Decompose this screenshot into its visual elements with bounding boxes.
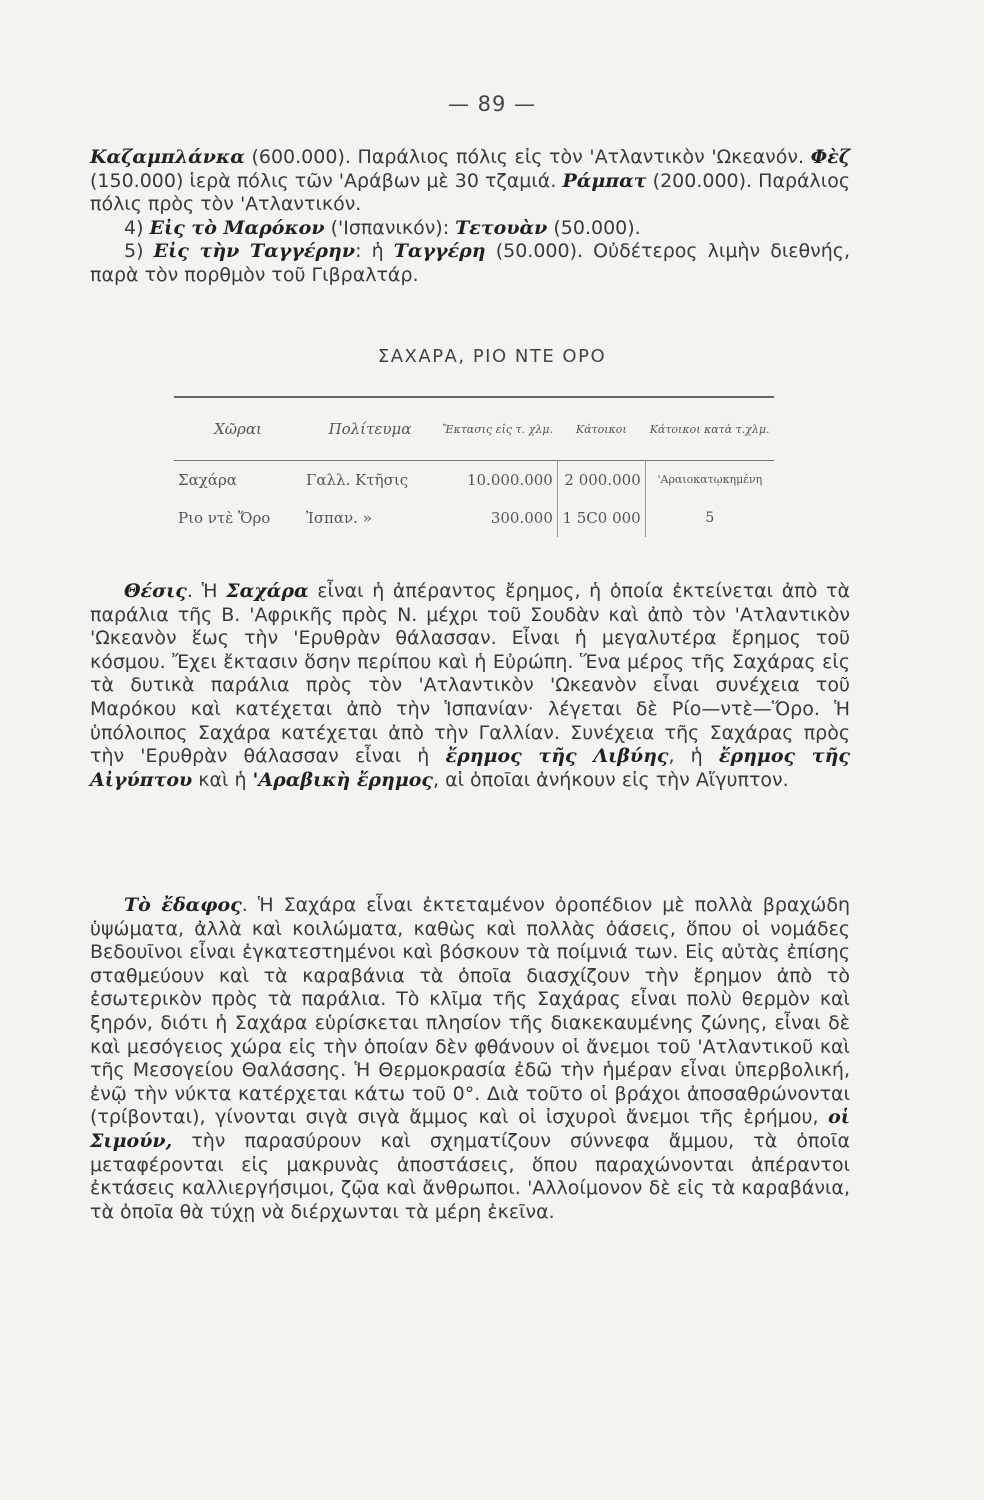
position-text-4: καὶ ἡ	[192, 768, 253, 791]
city-casablanca: Καζαμπλάνκα	[90, 146, 245, 168]
term-arabian-desert: 'Αραβικὴ ἔρημος	[252, 768, 433, 791]
row-regime: Ἰσπαν. »	[306, 509, 372, 527]
position-section	[90, 580, 850, 792]
item-4	[90, 217, 850, 241]
page-number: — 89 —	[447, 92, 537, 116]
row-population: 2 000.000	[557, 461, 645, 500]
rabat-text: (200.000). Παράλιος πόλις πρὸς τὸν 'Ατλαντικόν.	[90, 169, 851, 216]
item-5	[90, 240, 850, 287]
casablanca-text: (600.000). Παράλιος πόλις εἰς τὸν 'Ατλαντικὸν 'Ωκεανόν.	[244, 146, 811, 168]
cities-paragraph	[90, 146, 850, 217]
position-heading: Θέσις	[124, 580, 187, 602]
item-5-end: (50.000). Οὐδέτερος λιμὴν διεθνής, παρὰ τὸν πορθμὸν τοῦ Γιβραλτάρ.	[90, 240, 850, 286]
term-libyan-desert: ἔρημος τῆς Λιβύης	[445, 745, 669, 768]
table-row	[174, 461, 774, 500]
term-egyptian-desert: ἔρημος τῆς Αἰγύπτου	[90, 745, 850, 791]
item-4-number: 4)	[124, 216, 150, 239]
position-text-3: , ἡ	[668, 745, 719, 768]
soil-heading: Τὸ ἔδαφος	[124, 894, 242, 916]
position-paragraph	[90, 580, 850, 792]
term-sahara: Σαχάρα	[226, 580, 309, 602]
item-4-mid: ('Ισπανικόν):	[324, 216, 456, 239]
city-tetouan: Τετουὰν	[455, 216, 548, 239]
row-area: 300.000	[438, 499, 557, 537]
row-area: 10.000.000	[438, 461, 557, 500]
item-4-end: (50.000).	[547, 216, 641, 239]
statistics-table	[174, 396, 774, 537]
table-row	[174, 499, 774, 537]
position-text-2: εἶναι ἡ ἀπέραντος ἔρημος, ἡ ὁποία ἐκτείνεται ἀπὸ τὰ παράλια τῆς Β. 'Αφρικῆς πρὸς Ν. μέχρι τοῦ Σουδὰν καὶ ἀπὸ τὸν 'Ατλαντικὸν 'Ωκεανὸν ἕως τὴν 'Ερυθρὰν θάλασσαν. Εἶναι ἡ μεγαλυτέρα ἔρημος τοῦ κόσμου. Ἔχει ἔκτασιν ὅσην περίπου καὶ ἡ Εὐρώπη. Ἕνα μέρος τῆς Σαχάρας εἰς τὰ δυτικὰ παράλια πρὸς τὸν 'Ατλαντικὸν 'Ωκεανὸν εἶναι συνέχεια τοῦ Μαρόκου καὶ κατέχεται ἀπὸ τὴν Ἱσπανίαν· λέγεται δὲ Ρίο—ντὲ—Ὅρο. Ἡ ὑπόλοιπος Σαχάρα κατέχεται ἀπὸ τὴν Γαλλίαν. Συνέχεια τῆς Σαχάρας πρὸς τὴν 'Ερυθρὰν θάλασσαν εἶναι ἡ	[90, 580, 850, 768]
table-title: ΣΑΧΑΡΑ, ΡΙΟ ΝΤΕ ΟΡΟ	[377, 346, 607, 367]
intro-paragraphs	[90, 146, 850, 288]
item-4-heading: Εἰς τὸ Μαρόκον	[149, 216, 325, 239]
table-header-row	[174, 397, 774, 461]
item-5-number: 5)	[124, 240, 154, 263]
fez-text: (150.000) ἱερὰ πόλις τῶν 'Αράβων μὲ 30 τζαμιά.	[90, 169, 563, 192]
soil-paragraph	[90, 894, 850, 1224]
row-country: Ριο ντὲ Ὅρο	[178, 509, 271, 527]
row-population: 1 5C0 000	[557, 499, 645, 537]
header-density: Κάτοικοι κατὰ τ.χλμ.	[649, 422, 770, 436]
item-5-mid: : ἡ	[355, 240, 394, 263]
soil-text-1: . Ἡ Σαχάρα εἶναι ἐκτεταμένον ὀροπέδιον μὲ πολλὰ βραχώδη ὑψώματα, ἀλλὰ καὶ κοιλώματα, καθὼς καὶ πολλὰς ὀάσεις, ὅπου οἱ νομάδες Βεδουῖνοι εἶναι ἐγκατεστημένοι καὶ βόσκουν τὰ ποίμνιά των. Εἰς αὐτὰς ἐπίσης σταθμεύουν καὶ τὰ καραβάνια τὰ ὁποῖα διασχίζουν τὴν ἔρημον ἀπὸ τὸ ἐσωτερικὸν πρὸς τὰ παράλια. Τὸ κλῖμα τῆς Σαχάρας εἶναι πολὺ θερμὸν καὶ ξηρόν, διότι ἡ Σαχάρα εὑρίσκεται πλησίον τῆς διακεκαυμένης ζώνης, εἶναι δὲ καὶ μεσόγειος χώρα εἰς τὴν ὁποίαν δὲν φθάνουν οἱ ἄνεμοι τοῦ 'Ατλαντικοῦ καὶ τῆς Μεσογείου Θαλάσσης. Ἡ Θερμοκρασία ἐδῶ τὴν ἡμέραν εἶναι ὑπερβολική, ἐνῷ τὴν νύκτα κατέρχεται κάτω τοῦ 0°. Διὰ τοῦτο οἱ βράχοι ἀποσαθρώνονται (τρίβονται), γίνονται σιγὰ σιγὰ ἄμμος καὶ οἱ ἰσχυροὶ ἄνεμοι τῆς ἐρήμου,	[90, 894, 851, 1129]
soil-text-2: τὴν παρασύρουν καὶ σχηματίζουν σύννεφα ἄμμου, τὰ ὁποῖα μεταφέρονται εἰς μακρυνὰς ἀποστάσεις, ὅπου παραχώνονται ἀπέραντοι ἐκτάσεις καλλιεργήσιμοι, ζῷα καὶ ἄνθρωποι. 'Αλλοίμονον δὲ εἰς τὰ καραβάνια, τὰ ὁποῖα θὰ τύχῃ νὰ διέρχωνται τὰ μέρη ἐκεῖνα.	[90, 1129, 850, 1223]
term-simoun: οἱ Σιμούν,	[90, 1106, 850, 1152]
position-text-1: . Ἡ	[186, 580, 227, 602]
soil-section	[90, 894, 850, 1224]
header-inhabitants: Κάτοικοι	[575, 422, 627, 436]
item-5-heading: Εἰς τὴν Ταγγέρην	[153, 240, 356, 263]
city-rabat: Ράμπατ	[562, 169, 647, 192]
row-regime: Γαλλ. Κτῆσις	[306, 471, 409, 489]
row-density: 5	[705, 510, 715, 526]
header-area: Ἔκτασις εἰς τ. χλμ.	[442, 422, 553, 436]
city-fez: Φὲζ	[810, 146, 850, 168]
position-text-5: , αἱ ὁποῖαι ἀνήκουν εἰς τὴν Αἴγυπτον.	[432, 768, 789, 791]
city-tangier: Ταγγέρη	[393, 240, 486, 263]
row-country: Σαχάρα	[178, 471, 237, 489]
header-regime: Πολίτευμα	[328, 420, 412, 438]
header-countries: Χῶραι	[214, 420, 262, 438]
row-density: 'Αραιοκατῳκημένη	[657, 473, 763, 486]
